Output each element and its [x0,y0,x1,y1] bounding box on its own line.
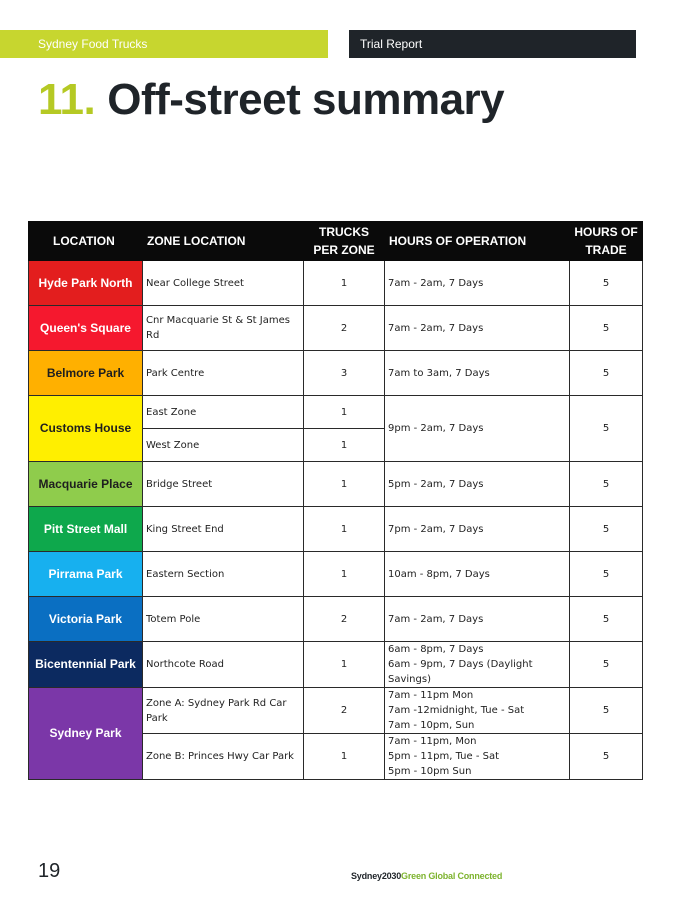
zone-cell: West Zone [143,429,304,462]
summary-table-container [28,221,642,780]
location-cell: Customs House [29,396,143,462]
location-cell: Macquarie Place [29,462,143,507]
hours-cell: 7am - 2am, 7 Days [385,261,570,306]
location-cell: Pitt Street Mall [29,507,143,552]
location-cell: Bicentennial Park [29,642,143,688]
hours-line: 6am - 9pm, 7 Days (Daylight Savings) [388,659,533,685]
trucks-cell: 1 [304,462,385,507]
trade-cell: 5 [570,642,643,688]
column-header-hours-of-trade: HOURS OF TRADE [570,222,643,261]
trade-cell: 5 [570,507,643,552]
table-header-row [29,222,643,261]
location-cell: Queen's Square [29,306,143,351]
trucks-cell: 2 [304,306,385,351]
doc-type-label: Trial Report [360,37,423,51]
table-row [29,306,643,351]
hours-cell [385,642,570,688]
column-header-hours-of-operation: HOURS OF OPERATION [385,222,570,261]
trade-cell: 5 [570,351,643,396]
trucks-cell: 1 [304,396,385,429]
page-title [38,74,504,126]
zone-cell: Cnr Macquarie St & St James Rd [143,306,304,351]
column-header-location: LOCATION [29,222,143,261]
hours-line: 7am - 11pm Mon [388,690,474,701]
zone-cell: Near College Street [143,261,304,306]
zone-cell: Totem Pole [143,597,304,642]
hours-cell: 5pm - 2am, 7 Days [385,462,570,507]
trade-cell: 5 [570,396,643,462]
trucks-cell: 1 [304,552,385,597]
trade-cell: 5 [570,261,643,306]
table-row [29,597,643,642]
zone-cell: Park Centre [143,351,304,396]
zone-cell: Northcote Road [143,642,304,688]
trucks-cell: 3 [304,351,385,396]
location-cell: Belmore Park [29,351,143,396]
table-row [29,351,643,396]
page-number: 19 [38,860,61,882]
trade-cell: 5 [570,552,643,597]
table-row [29,261,643,306]
table-row [29,688,643,734]
hours-cell: 7am - 2am, 7 Days [385,306,570,351]
hours-cell: 10am - 8pm, 7 Days [385,552,570,597]
zone-cell: Eastern Section [143,552,304,597]
section-title: Off-street summary [107,75,505,124]
zone-cell: Zone B: Princes Hwy Car Park [143,734,304,780]
table-row [29,642,643,688]
location-cell: Pirrama Park [29,552,143,597]
trade-cell: 5 [570,462,643,507]
header-left-bar [0,30,328,58]
sydney2030-logo [351,871,502,881]
trade-cell: 5 [570,306,643,351]
trucks-cell: 2 [304,688,385,734]
logo-text-tagline: Green Global Connected [401,871,503,881]
hours-cell: 9pm - 2am, 7 Days [385,396,570,462]
trucks-cell: 1 [304,429,385,462]
trade-cell: 5 [570,597,643,642]
off-street-summary-table [28,221,643,780]
hours-cell: 7pm - 2am, 7 Days [385,507,570,552]
column-header-trucks-per-zone: TRUCKS PER ZONE [304,222,385,261]
zone-cell: Zone A: Sydney Park Rd Car Park [143,688,304,734]
doc-series-label: Sydney Food Trucks [38,37,148,51]
hours-line: 7am - 11pm, Mon [388,736,477,747]
table-row [29,396,643,429]
hours-line: 5pm - 11pm, Tue - Sat [388,751,500,762]
header-right-bar [349,30,636,58]
hours-line: 7am -12midnight, Tue - Sat [388,705,525,716]
location-cell: Sydney Park [29,688,143,780]
hours-cell [385,688,570,734]
table-row [29,507,643,552]
hours-line: 5pm - 10pm Sun [388,766,472,777]
trucks-cell: 1 [304,734,385,780]
column-header-zone-location: ZONE LOCATION [143,222,304,261]
location-cell: Victoria Park [29,597,143,642]
hours-cell: 7am to 3am, 7 Days [385,351,570,396]
table-row [29,552,643,597]
zone-cell: Bridge Street [143,462,304,507]
logo-text-primary: Sydney2030 [351,871,402,881]
trade-cell: 5 [570,734,643,780]
trucks-cell: 2 [304,597,385,642]
trucks-cell: 1 [304,507,385,552]
hours-line: 7am - 10pm, Sun [388,720,475,731]
table-row [29,462,643,507]
hours-line: 6am - 8pm, 7 Days [388,644,484,655]
section-number: 11. [38,75,96,124]
trucks-cell: 1 [304,261,385,306]
zone-cell: East Zone [143,396,304,429]
trucks-cell: 1 [304,642,385,688]
hours-cell [385,734,570,780]
zone-cell: King Street End [143,507,304,552]
hours-cell: 7am - 2am, 7 Days [385,597,570,642]
trade-cell: 5 [570,688,643,734]
location-cell: Hyde Park North [29,261,143,306]
